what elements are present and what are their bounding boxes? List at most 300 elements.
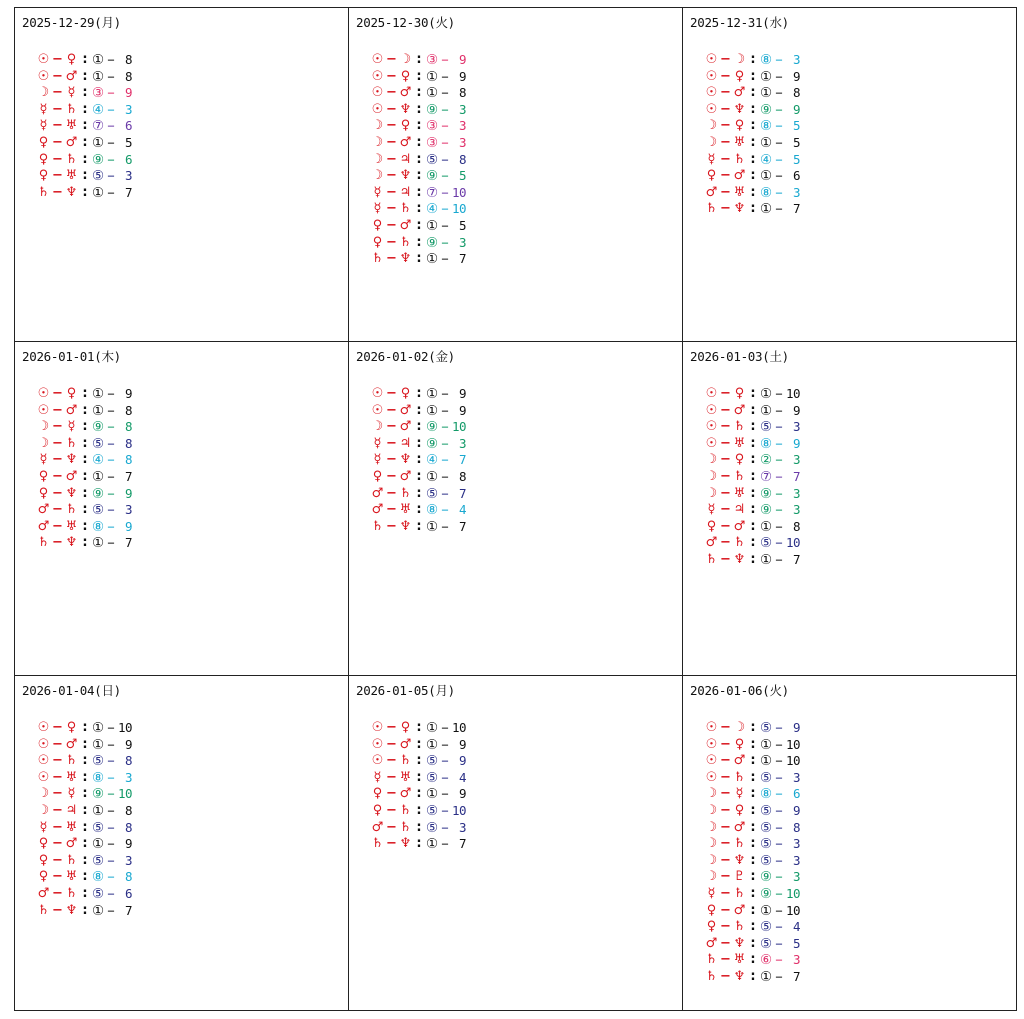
aspect-value: 5 — [792, 935, 800, 951]
aspect-number: ① — [425, 786, 439, 803]
aspect-dash: − — [720, 852, 731, 868]
jupiter-symbol-icon: ♃ — [733, 502, 746, 518]
aspect-number: ⑨ — [759, 101, 773, 118]
aspect-number: ⑨ — [425, 101, 439, 118]
aspect-number: ① — [759, 402, 773, 419]
value-dash: − — [775, 486, 783, 501]
aspect-value: 7 — [124, 184, 132, 200]
value-dash: − — [775, 936, 783, 951]
aspect-dash: − — [52, 535, 63, 551]
aspect-number: ① — [91, 736, 105, 753]
aspect-colon: : — [82, 736, 88, 752]
mars-symbol-icon: ♂ — [399, 786, 412, 802]
value-dash: − — [107, 737, 115, 752]
aspect-row — [35, 469, 132, 486]
aspect-colon: : — [416, 52, 422, 67]
aspect-value: 3 — [792, 419, 800, 435]
aspect-colon: : — [416, 85, 422, 101]
aspect-row — [35, 502, 132, 519]
aspect-colon: : — [750, 885, 756, 901]
aspect-dash: − — [386, 134, 397, 150]
aspect-dash: − — [386, 85, 397, 101]
mercury-symbol-icon: ☿ — [707, 885, 716, 901]
venus-symbol-icon: ♀ — [734, 386, 745, 401]
aspect-value: 6 — [792, 168, 800, 184]
mercury-symbol-icon: ☿ — [39, 101, 48, 117]
aspect-row — [703, 919, 800, 936]
value-dash: − — [107, 453, 115, 468]
venus-symbol-icon: ♀ — [38, 168, 49, 184]
aspect-dash: − — [386, 502, 397, 518]
saturn-symbol-icon: ♄ — [65, 753, 78, 769]
aspect-value: 9 — [124, 518, 132, 534]
value-dash: − — [441, 403, 449, 418]
saturn-symbol-icon: ♄ — [65, 885, 78, 901]
mars-symbol-icon: ♂ — [733, 85, 746, 101]
aspect-number: ① — [759, 736, 773, 753]
aspect-colon: : — [416, 485, 422, 501]
aspect-dash: − — [52, 786, 63, 802]
aspect-dash: − — [720, 52, 731, 67]
aspect-number: ⑨ — [91, 151, 105, 168]
aspect-row — [703, 853, 800, 870]
aspect-row — [369, 218, 466, 235]
aspect-number: ⑦ — [425, 184, 439, 201]
value-dash: − — [107, 903, 115, 918]
aspect-row — [703, 820, 800, 837]
uranus-symbol-icon: ♅ — [733, 435, 746, 451]
uranus-symbol-icon: ♅ — [65, 118, 78, 134]
moon-symbol-icon: ☽ — [37, 419, 50, 435]
value-dash: − — [775, 119, 783, 134]
uranus-symbol-icon: ♅ — [65, 869, 78, 885]
aspect-dash: − — [720, 485, 731, 501]
saturn-symbol-icon: ♄ — [65, 852, 78, 868]
aspect-row — [35, 519, 132, 536]
day-date: 2026-01-01(木) — [22, 349, 121, 364]
neptune-symbol-icon: ♆ — [399, 836, 412, 852]
aspect-value: 8 — [124, 419, 132, 435]
moon-symbol-icon: ☽ — [705, 786, 718, 802]
aspect-value: 7 — [792, 968, 800, 984]
aspect-value: 7 — [458, 485, 466, 501]
aspect-colon: : — [416, 201, 422, 217]
aspect-colon: : — [750, 184, 756, 200]
value-dash: − — [441, 453, 449, 468]
pluto-symbol-icon: ♇ — [733, 869, 746, 885]
aspect-dash: − — [52, 402, 63, 418]
moon-symbol-icon: ☽ — [705, 485, 718, 501]
saturn-symbol-icon: ♄ — [65, 151, 78, 167]
aspect-value: 9 — [458, 402, 466, 418]
mars-symbol-icon: ♂ — [65, 134, 78, 150]
day-date: 2026-01-06(火) — [690, 683, 789, 698]
venus-symbol-icon: ♀ — [372, 468, 383, 484]
aspect-list — [35, 386, 132, 552]
aspect-dash: − — [52, 502, 63, 518]
aspect-colon: : — [416, 419, 422, 435]
value-dash: − — [775, 803, 783, 818]
aspect-row — [703, 770, 800, 787]
aspect-number: ① — [91, 184, 105, 201]
value-dash: − — [775, 185, 783, 200]
aspect-row — [369, 152, 466, 169]
aspect-value: 9 — [792, 68, 800, 84]
aspect-number: ① — [425, 468, 439, 485]
aspect-colon: : — [82, 468, 88, 484]
aspect-row — [369, 836, 466, 853]
aspect-colon: : — [750, 118, 756, 134]
aspect-value: 3 — [458, 819, 466, 835]
aspect-dash: − — [720, 836, 731, 852]
aspect-number: ① — [759, 168, 773, 185]
moon-symbol-icon: ☽ — [705, 118, 718, 134]
aspect-colon: : — [750, 485, 756, 501]
aspect-colon: : — [416, 720, 422, 735]
aspect-value: 9 — [792, 101, 800, 117]
sun-symbol-icon: ☉ — [705, 419, 718, 435]
aspect-dash: − — [386, 419, 397, 435]
aspect-list — [703, 720, 800, 986]
sun-symbol-icon: ☉ — [37, 386, 50, 401]
value-dash: − — [107, 436, 115, 451]
value-dash: − — [441, 69, 449, 84]
day-date: 2025-12-29(月) — [22, 15, 121, 30]
aspect-dash: − — [720, 786, 731, 802]
aspect-number: ⑤ — [91, 819, 105, 836]
aspect-colon: : — [750, 968, 756, 984]
aspect-value: 9 — [458, 736, 466, 752]
value-dash: − — [775, 469, 783, 484]
value-dash: − — [441, 486, 449, 501]
venus-symbol-icon: ♀ — [706, 168, 717, 184]
value-dash: − — [775, 86, 783, 101]
aspect-value: 4 — [458, 769, 466, 785]
value-dash: − — [441, 721, 449, 735]
aspect-value: 3 — [792, 952, 800, 968]
value-dash: − — [107, 469, 115, 484]
aspect-row — [703, 452, 800, 469]
neptune-symbol-icon: ♆ — [733, 101, 746, 117]
aspect-colon: : — [82, 101, 88, 117]
moon-symbol-icon: ☽ — [705, 134, 718, 150]
moon-symbol-icon: ☽ — [371, 134, 384, 150]
aspect-dash: − — [720, 419, 731, 435]
aspect-value: 8 — [124, 452, 132, 468]
saturn-symbol-icon: ♄ — [65, 502, 78, 518]
aspect-dash: − — [720, 551, 731, 567]
aspect-number: ⑨ — [425, 234, 439, 251]
aspect-row — [369, 486, 466, 503]
aspect-dash: − — [52, 819, 63, 835]
aspect-number: ① — [425, 386, 439, 402]
aspect-colon: : — [750, 101, 756, 117]
venus-symbol-icon: ♀ — [372, 234, 383, 250]
mercury-symbol-icon: ☿ — [707, 151, 716, 167]
aspect-colon: : — [82, 885, 88, 901]
aspect-row — [369, 786, 466, 803]
aspect-value: 10 — [451, 720, 466, 735]
aspect-row — [369, 201, 466, 218]
mercury-symbol-icon: ☿ — [373, 435, 382, 451]
mars-symbol-icon: ♂ — [705, 935, 718, 951]
neptune-symbol-icon: ♆ — [733, 201, 746, 217]
value-dash: − — [775, 820, 783, 835]
saturn-symbol-icon: ♄ — [399, 485, 412, 501]
aspect-row — [35, 820, 132, 837]
aspect-dash: − — [386, 251, 397, 267]
aspect-row — [35, 152, 132, 169]
aspect-calendar-grid — [14, 7, 1017, 1011]
aspect-number: ⑧ — [91, 869, 105, 886]
venus-symbol-icon: ♀ — [38, 869, 49, 885]
aspect-row — [703, 869, 800, 886]
aspect-dash: − — [52, 134, 63, 150]
aspect-colon: : — [750, 386, 756, 401]
aspect-value: 9 — [458, 68, 466, 84]
aspect-dash: − — [720, 452, 731, 468]
aspect-value: 10 — [785, 386, 800, 401]
day-date: 2026-01-03(土) — [690, 349, 789, 364]
venus-symbol-icon: ♀ — [66, 52, 77, 67]
aspect-number: ⑤ — [759, 769, 773, 786]
sun-symbol-icon: ☉ — [371, 386, 384, 401]
aspect-dash: − — [720, 535, 731, 551]
mars-symbol-icon: ♂ — [733, 753, 746, 769]
aspect-row — [703, 135, 800, 152]
value-dash: − — [775, 754, 783, 769]
value-dash: − — [775, 552, 783, 567]
value-dash: − — [441, 787, 449, 802]
aspect-dash: − — [52, 753, 63, 769]
aspect-dash: − — [720, 720, 731, 735]
mars-symbol-icon: ♂ — [733, 402, 746, 418]
aspect-dash: − — [720, 134, 731, 150]
venus-symbol-icon: ♀ — [38, 485, 49, 501]
aspect-number: ① — [91, 802, 105, 819]
aspect-row — [35, 52, 132, 69]
aspect-list — [703, 52, 800, 218]
moon-symbol-icon: ☽ — [733, 720, 746, 735]
aspect-dash: − — [386, 836, 397, 852]
value-dash: − — [441, 837, 449, 852]
aspect-colon: : — [750, 52, 756, 67]
moon-symbol-icon: ☽ — [37, 435, 50, 451]
saturn-symbol-icon: ♄ — [65, 435, 78, 451]
aspect-row — [703, 836, 800, 853]
sun-symbol-icon: ☉ — [705, 769, 718, 785]
moon-symbol-icon: ☽ — [705, 452, 718, 468]
aspect-dash: − — [52, 151, 63, 167]
aspect-dash: − — [720, 68, 731, 84]
value-dash: − — [107, 53, 115, 67]
uranus-symbol-icon: ♅ — [733, 485, 746, 501]
aspect-dash: − — [386, 402, 397, 418]
moon-symbol-icon: ☽ — [733, 52, 746, 67]
aspect-value: 7 — [792, 201, 800, 217]
saturn-symbol-icon: ♄ — [733, 468, 746, 484]
aspect-row — [703, 753, 800, 770]
aspect-colon: : — [82, 535, 88, 551]
aspect-colon: : — [750, 869, 756, 885]
value-dash: − — [775, 870, 783, 885]
aspect-row — [703, 903, 800, 920]
aspect-number: ① — [759, 968, 773, 985]
aspect-row — [35, 853, 132, 870]
venus-symbol-icon: ♀ — [734, 68, 745, 84]
mercury-symbol-icon: ☿ — [373, 452, 382, 468]
aspect-row — [369, 803, 466, 820]
venus-symbol-icon: ♀ — [400, 720, 411, 735]
aspect-value: 9 — [792, 435, 800, 451]
aspect-row — [369, 419, 466, 436]
aspect-colon: : — [750, 919, 756, 935]
mars-symbol-icon: ♂ — [65, 468, 78, 484]
value-dash: − — [441, 519, 449, 534]
aspect-value: 6 — [792, 786, 800, 802]
mars-symbol-icon: ♂ — [399, 468, 412, 484]
value-dash: − — [775, 737, 783, 752]
aspect-colon: : — [750, 68, 756, 84]
aspect-dash: − — [720, 201, 731, 217]
sun-symbol-icon: ☉ — [37, 753, 50, 769]
saturn-symbol-icon: ♄ — [65, 101, 78, 117]
aspect-value: 3 — [792, 502, 800, 518]
sun-symbol-icon: ☉ — [705, 753, 718, 769]
venus-symbol-icon: ♀ — [38, 852, 49, 868]
aspect-dash: − — [386, 753, 397, 769]
day-cell — [349, 342, 683, 676]
aspect-dash: − — [720, 85, 731, 101]
aspect-row — [703, 535, 800, 552]
aspect-colon: : — [750, 201, 756, 217]
aspect-row — [369, 820, 466, 837]
saturn-symbol-icon: ♄ — [705, 551, 718, 567]
aspect-number: ⑨ — [759, 485, 773, 502]
aspect-row — [369, 452, 466, 469]
aspect-number: ⑥ — [759, 952, 773, 969]
mars-symbol-icon: ♂ — [733, 819, 746, 835]
aspect-dash: − — [386, 468, 397, 484]
mars-symbol-icon: ♂ — [733, 902, 746, 918]
aspect-colon: : — [750, 720, 756, 735]
value-dash: − — [107, 886, 115, 901]
day-date: 2026-01-04(日) — [22, 683, 121, 698]
sun-symbol-icon: ☉ — [37, 736, 50, 752]
value-dash: − — [441, 420, 449, 435]
aspect-number: ① — [759, 386, 773, 402]
aspect-colon: : — [750, 952, 756, 968]
aspect-dash: − — [720, 435, 731, 451]
aspect-colon: : — [750, 852, 756, 868]
aspect-row — [703, 469, 800, 486]
mars-symbol-icon: ♂ — [705, 184, 718, 200]
aspect-colon: : — [416, 802, 422, 818]
aspect-value: 8 — [124, 819, 132, 835]
aspect-value: 5 — [792, 151, 800, 167]
aspect-value: 10 — [117, 786, 132, 802]
uranus-symbol-icon: ♅ — [65, 518, 78, 534]
aspect-colon: : — [416, 101, 422, 117]
aspect-row — [369, 168, 466, 185]
aspect-value: 9 — [124, 836, 132, 852]
aspect-number: ⑤ — [759, 852, 773, 869]
neptune-symbol-icon: ♆ — [65, 485, 78, 501]
aspect-row — [35, 836, 132, 853]
aspect-row — [35, 452, 132, 469]
aspect-dash: − — [52, 52, 63, 67]
aspect-row — [369, 770, 466, 787]
aspect-number: ① — [759, 85, 773, 102]
aspect-row — [703, 803, 800, 820]
aspect-dash: − — [386, 802, 397, 818]
value-dash: − — [441, 86, 449, 101]
aspect-number: ⑤ — [425, 151, 439, 168]
aspect-colon: : — [82, 419, 88, 435]
venus-symbol-icon: ♀ — [38, 134, 49, 150]
value-dash: − — [441, 803, 449, 818]
aspect-colon: : — [82, 753, 88, 769]
aspect-row — [703, 69, 800, 86]
aspect-number: ⑨ — [91, 485, 105, 502]
value-dash: − — [107, 754, 115, 769]
aspect-colon: : — [416, 184, 422, 200]
aspect-colon: : — [750, 151, 756, 167]
aspect-colon: : — [750, 502, 756, 518]
aspect-row — [35, 903, 132, 920]
aspect-colon: : — [750, 736, 756, 752]
aspect-colon: : — [750, 168, 756, 184]
neptune-symbol-icon: ♆ — [399, 518, 412, 534]
value-dash: − — [775, 770, 783, 785]
moon-symbol-icon: ☽ — [371, 168, 384, 184]
aspect-number: ⑧ — [759, 435, 773, 452]
saturn-symbol-icon: ♄ — [399, 819, 412, 835]
value-dash: − — [107, 803, 115, 818]
aspect-number: ① — [91, 720, 105, 736]
aspect-number: ① — [425, 217, 439, 234]
mars-symbol-icon: ♂ — [65, 836, 78, 852]
neptune-symbol-icon: ♆ — [65, 452, 78, 468]
aspect-colon: : — [416, 251, 422, 267]
aspect-number: ① — [91, 134, 105, 151]
aspect-dash: − — [386, 201, 397, 217]
value-dash: − — [107, 135, 115, 150]
saturn-symbol-icon: ♄ — [399, 802, 412, 818]
mars-symbol-icon: ♂ — [65, 402, 78, 418]
aspect-colon: : — [82, 134, 88, 150]
aspect-number: ③ — [425, 52, 439, 68]
aspect-colon: : — [750, 518, 756, 534]
aspect-number: ⑧ — [759, 52, 773, 68]
moon-symbol-icon: ☽ — [371, 151, 384, 167]
aspect-row — [369, 52, 466, 69]
moon-symbol-icon: ☽ — [371, 419, 384, 435]
aspect-colon: : — [82, 786, 88, 802]
aspect-dash: − — [386, 217, 397, 233]
venus-symbol-icon: ♀ — [706, 902, 717, 918]
aspect-row — [35, 102, 132, 119]
aspect-colon: : — [416, 452, 422, 468]
aspect-dash: − — [720, 151, 731, 167]
aspect-colon: : — [82, 769, 88, 785]
aspect-list — [35, 720, 132, 919]
day-cell — [15, 342, 349, 676]
aspect-dash: − — [386, 819, 397, 835]
aspect-number: ① — [425, 85, 439, 102]
aspect-dash: − — [386, 720, 397, 735]
aspect-dash: − — [386, 786, 397, 802]
